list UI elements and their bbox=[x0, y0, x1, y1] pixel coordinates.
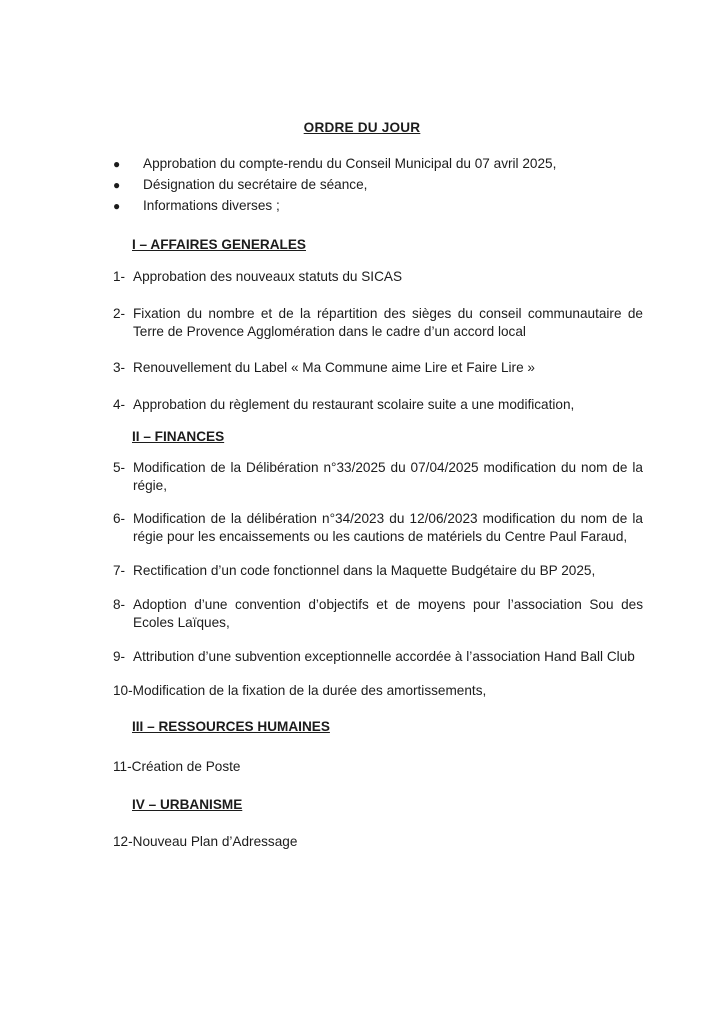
item-number: 10- bbox=[113, 683, 133, 698]
item-text: Renouvellement du Label « Ma Commune aime Lire et Faire Lire » bbox=[133, 360, 535, 375]
agenda-item bbox=[113, 833, 643, 851]
item-text: Approbation des nouveaux statuts du SICAS bbox=[133, 269, 403, 284]
item-text: Attribution d’une subvention exceptionnelle accordée à l’association Hand Ball Club bbox=[133, 649, 635, 664]
item-number: 5- bbox=[113, 460, 126, 475]
agenda-item bbox=[113, 758, 643, 776]
item-number: 4- bbox=[113, 397, 126, 412]
item-number: 7- bbox=[113, 563, 126, 578]
bullet-text: Informations diverses ; bbox=[143, 198, 280, 213]
agenda-item bbox=[113, 562, 643, 580]
bullet-icon: ● bbox=[113, 178, 121, 192]
item-text: Création de Poste bbox=[131, 759, 241, 774]
item-text: Adoption d’une convention d’objectifs et de moyens pour l’association Sou des Ecoles Laïques, bbox=[133, 597, 643, 630]
agenda-item bbox=[113, 305, 643, 341]
item-text: Fixation du nombre et de la répartition des sièges du conseil communautaire de Terre de Provence Agglomération dans le cadre d’un accord local bbox=[133, 306, 643, 339]
item-text: Modification de la délibération n°34/2023 du 12/06/2023 modification du nom de la régie pour les encaissements ou les cautions de matériels du Centre Paul Faraud, bbox=[133, 511, 643, 544]
item-text: Modification de la Délibération n°33/2025 du 07/04/2025 modification du nom de la régie, bbox=[133, 460, 643, 493]
bullet-item bbox=[113, 154, 556, 175]
agenda-item bbox=[113, 359, 643, 377]
section-heading-ressources-humaines: III – RESSOURCES HUMAINES bbox=[132, 719, 330, 734]
item-number: 1- bbox=[113, 269, 126, 284]
item-number: 8- bbox=[113, 597, 126, 612]
section-heading-finances: II – FINANCES bbox=[132, 429, 225, 444]
bullet-icon: ● bbox=[113, 199, 121, 213]
bullet-item bbox=[113, 175, 556, 196]
item-number: 12- bbox=[113, 834, 133, 849]
page-title: ORDRE DU JOUR bbox=[303, 120, 421, 135]
bullet-text: Désignation du secrétaire de séance, bbox=[143, 177, 368, 192]
item-number: 6- bbox=[113, 511, 126, 526]
agenda-item bbox=[113, 268, 643, 286]
section-heading-urbanisme: IV – URBANISME bbox=[132, 797, 243, 812]
agenda-item bbox=[113, 396, 643, 414]
section-heading-affaires-generales: I – AFFAIRES GENERALES bbox=[132, 237, 306, 252]
agenda-item bbox=[113, 596, 643, 632]
agenda-item bbox=[113, 459, 643, 495]
bullet-list bbox=[113, 154, 556, 217]
item-text: Rectification d’un code fonctionnel dans la Maquette Budgétaire du BP 2025, bbox=[133, 563, 596, 578]
item-text: Modification de la fixation de la durée des amortissements, bbox=[132, 683, 487, 698]
item-number: 3- bbox=[113, 360, 126, 375]
agenda-item bbox=[113, 510, 643, 546]
agenda-item bbox=[113, 682, 643, 700]
bullet-text: Approbation du compte-rendu du Conseil Municipal du 07 avril 2025, bbox=[143, 156, 557, 171]
bullet-item bbox=[113, 196, 556, 217]
item-text: Nouveau Plan d’Adressage bbox=[132, 834, 298, 849]
item-number: 11- bbox=[113, 759, 132, 774]
bullet-icon: ● bbox=[113, 157, 121, 171]
item-number: 2- bbox=[113, 306, 126, 321]
item-text: Approbation du règlement du restaurant scolaire suite a une modification, bbox=[133, 397, 575, 412]
item-number: 9- bbox=[113, 649, 126, 664]
agenda-item bbox=[113, 648, 643, 666]
